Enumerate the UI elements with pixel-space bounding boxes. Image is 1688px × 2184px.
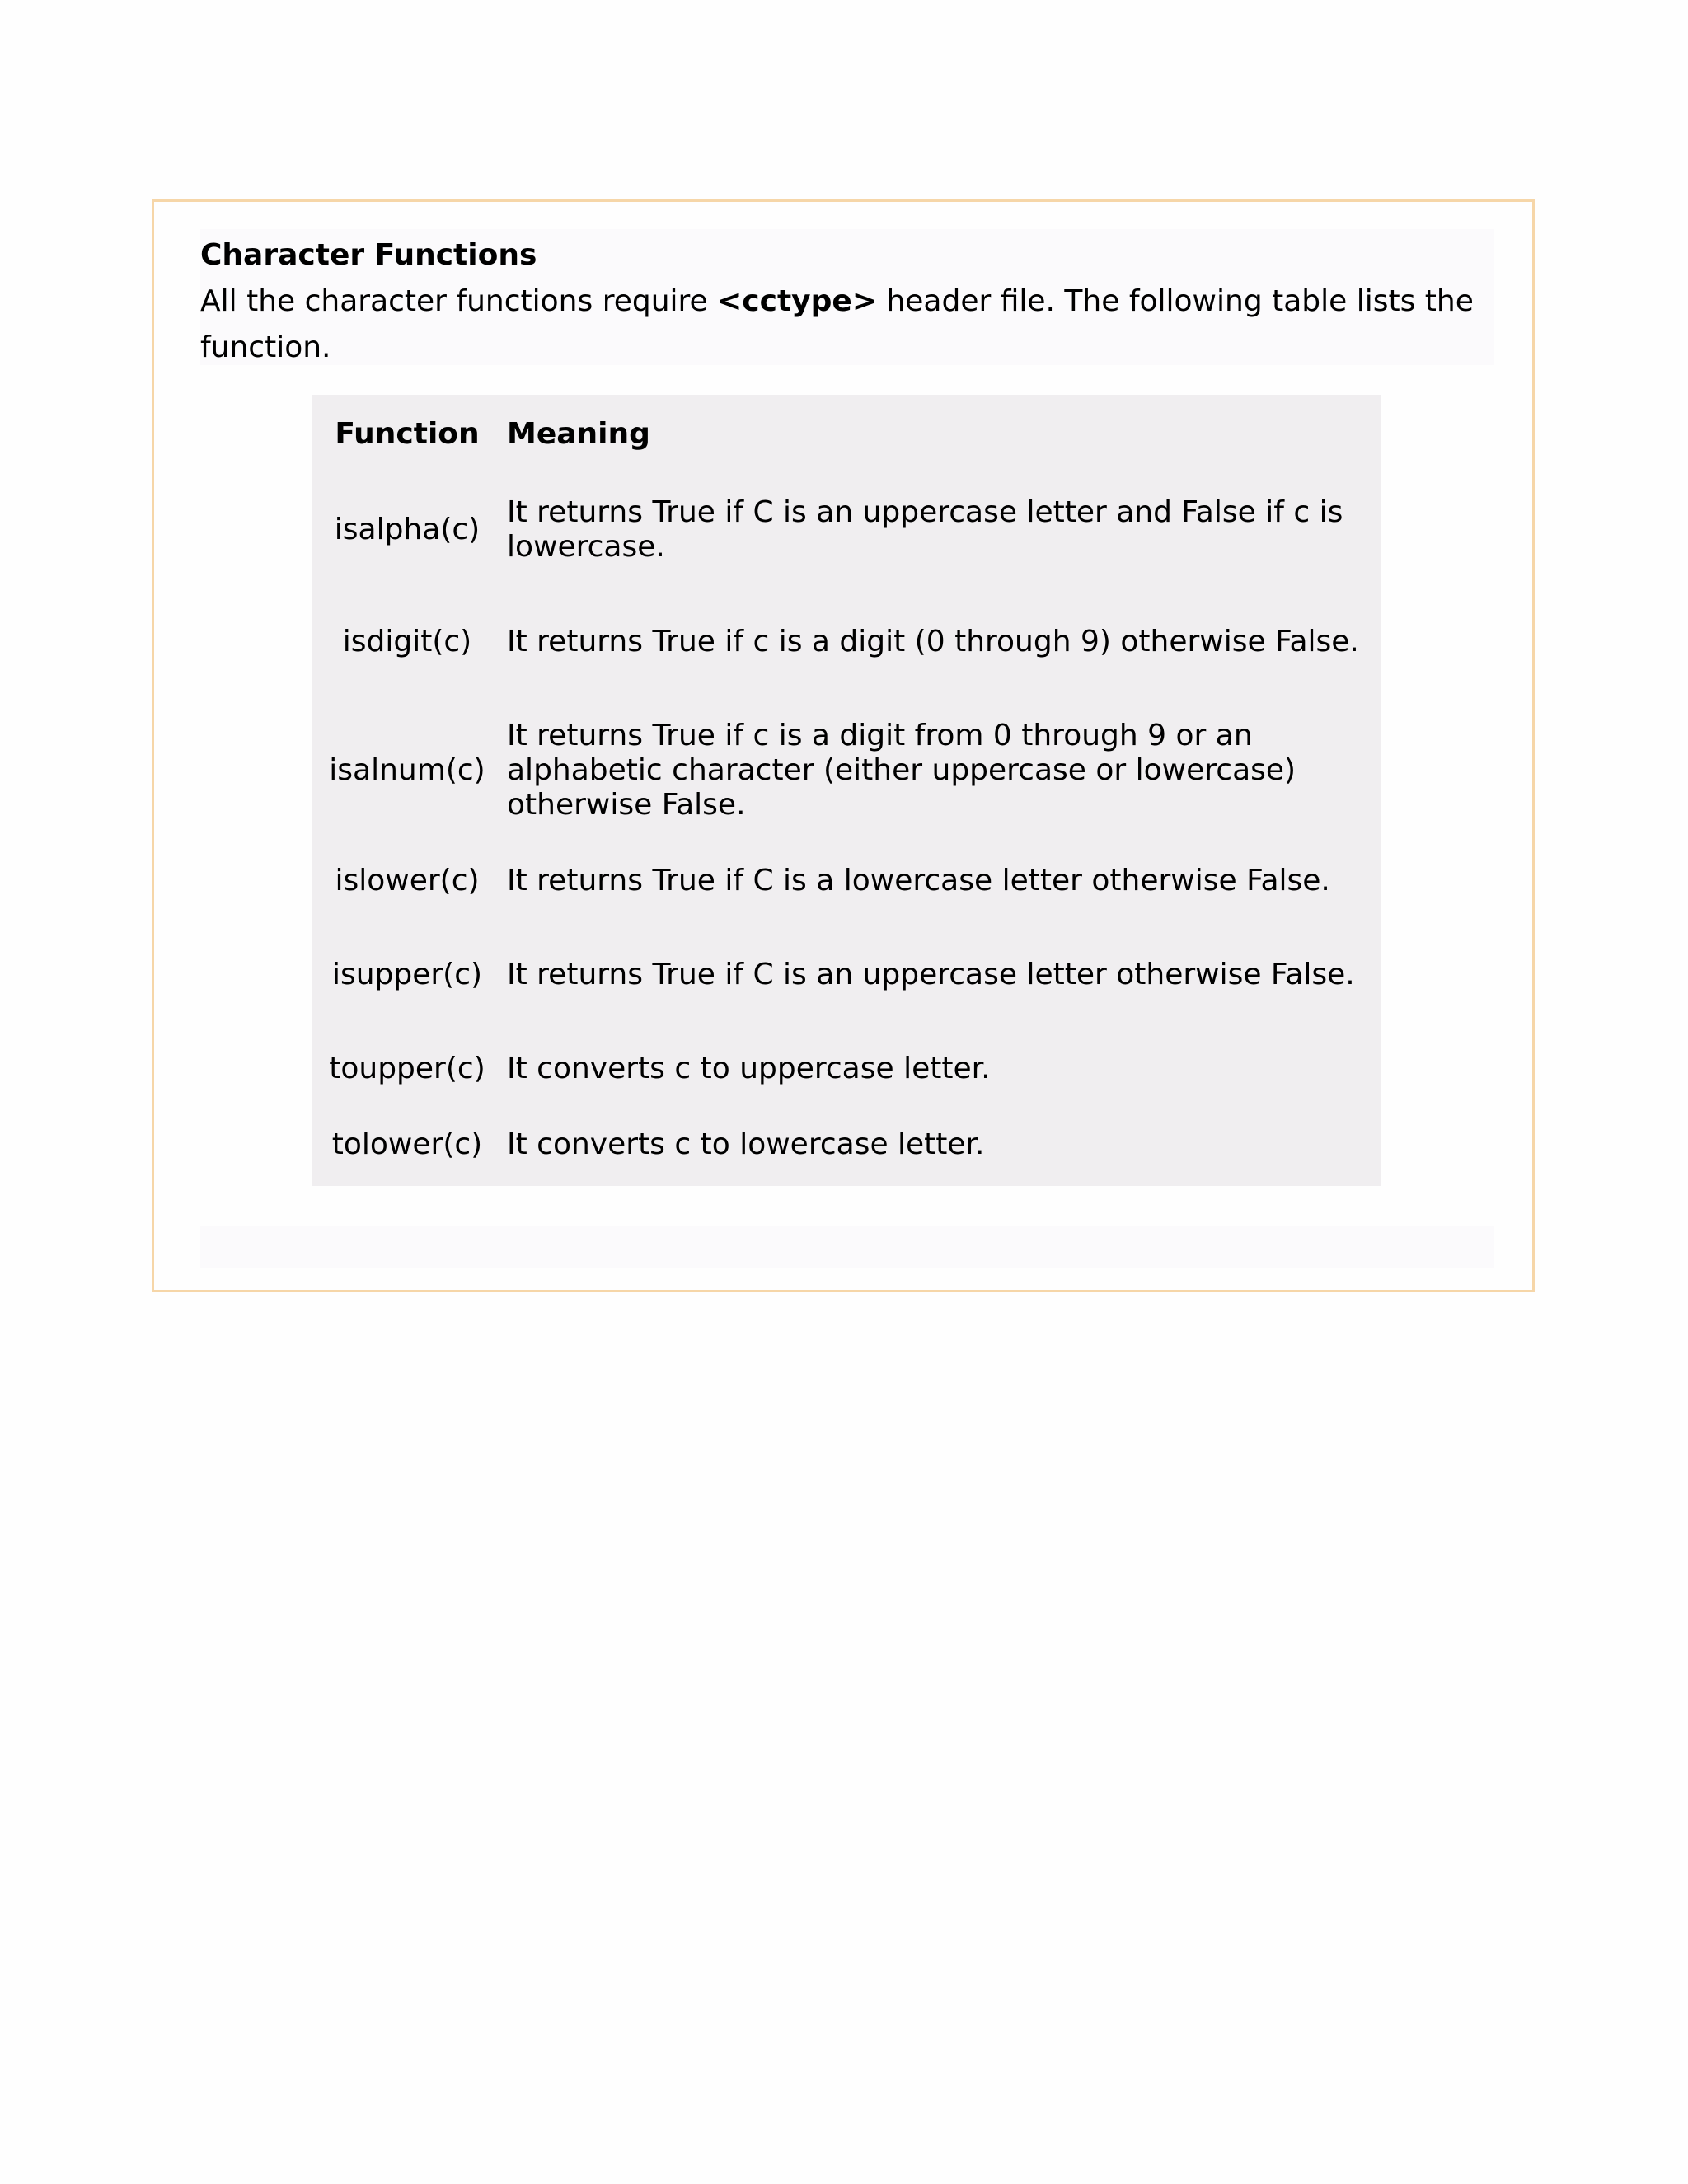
- meaning-cell: It converts c to lowercase letter.: [507, 1127, 985, 1161]
- function-cell: isupper(c): [331, 958, 483, 991]
- function-cell: tolower(c): [331, 1127, 483, 1161]
- functions-table: [312, 395, 1381, 1183]
- table-row: [312, 919, 1381, 1031]
- table-row: [312, 474, 1381, 586]
- function-cell: isdigit(c): [342, 625, 472, 658]
- table-row: [312, 698, 1381, 843]
- meaning-cell: It converts c to uppercase letter.: [507, 1052, 991, 1085]
- header-function: Function: [335, 417, 480, 451]
- function-cell: isalnum(c): [329, 753, 485, 787]
- functions-table-container: [312, 395, 1381, 1186]
- table-row: [312, 843, 1381, 919]
- section-title: Character Functions: [200, 238, 537, 272]
- intro-text-before: All the character functions require: [200, 284, 718, 318]
- meaning-cell: It returns True if C is an uppercase letter and False if c is lowercase.: [507, 495, 1343, 564]
- function-cell: isalpha(c): [334, 513, 481, 546]
- function-cell: islower(c): [335, 864, 480, 898]
- meaning-cell: It returns True if c is a digit (0 through 9) otherwise False.: [507, 625, 1359, 658]
- intro-header-name: <cctype>: [717, 284, 877, 318]
- intro-paragraph: [200, 279, 1486, 371]
- table-row: [312, 586, 1381, 698]
- meaning-cell: It returns True if C is an uppercase letter otherwise False.: [507, 958, 1355, 991]
- meaning-cell: It returns True if c is a digit from 0 through 9 or an alphabetic character (either uppercase or lowercase) otherwise False.: [507, 719, 1296, 822]
- table-row: [312, 1107, 1381, 1183]
- header-meaning: Meaning: [507, 417, 650, 451]
- footer-bar: [200, 1226, 1494, 1268]
- content-frame: [152, 199, 1535, 1292]
- function-cell: toupper(c): [329, 1052, 485, 1085]
- table-row: [312, 1031, 1381, 1107]
- table-header-row: [312, 395, 1381, 474]
- intro-block: [200, 229, 1494, 365]
- intro-text-after: header file. The following table lists the function.: [200, 284, 1474, 364]
- meaning-cell: It returns True if C is a lowercase letter otherwise False.: [507, 864, 1330, 898]
